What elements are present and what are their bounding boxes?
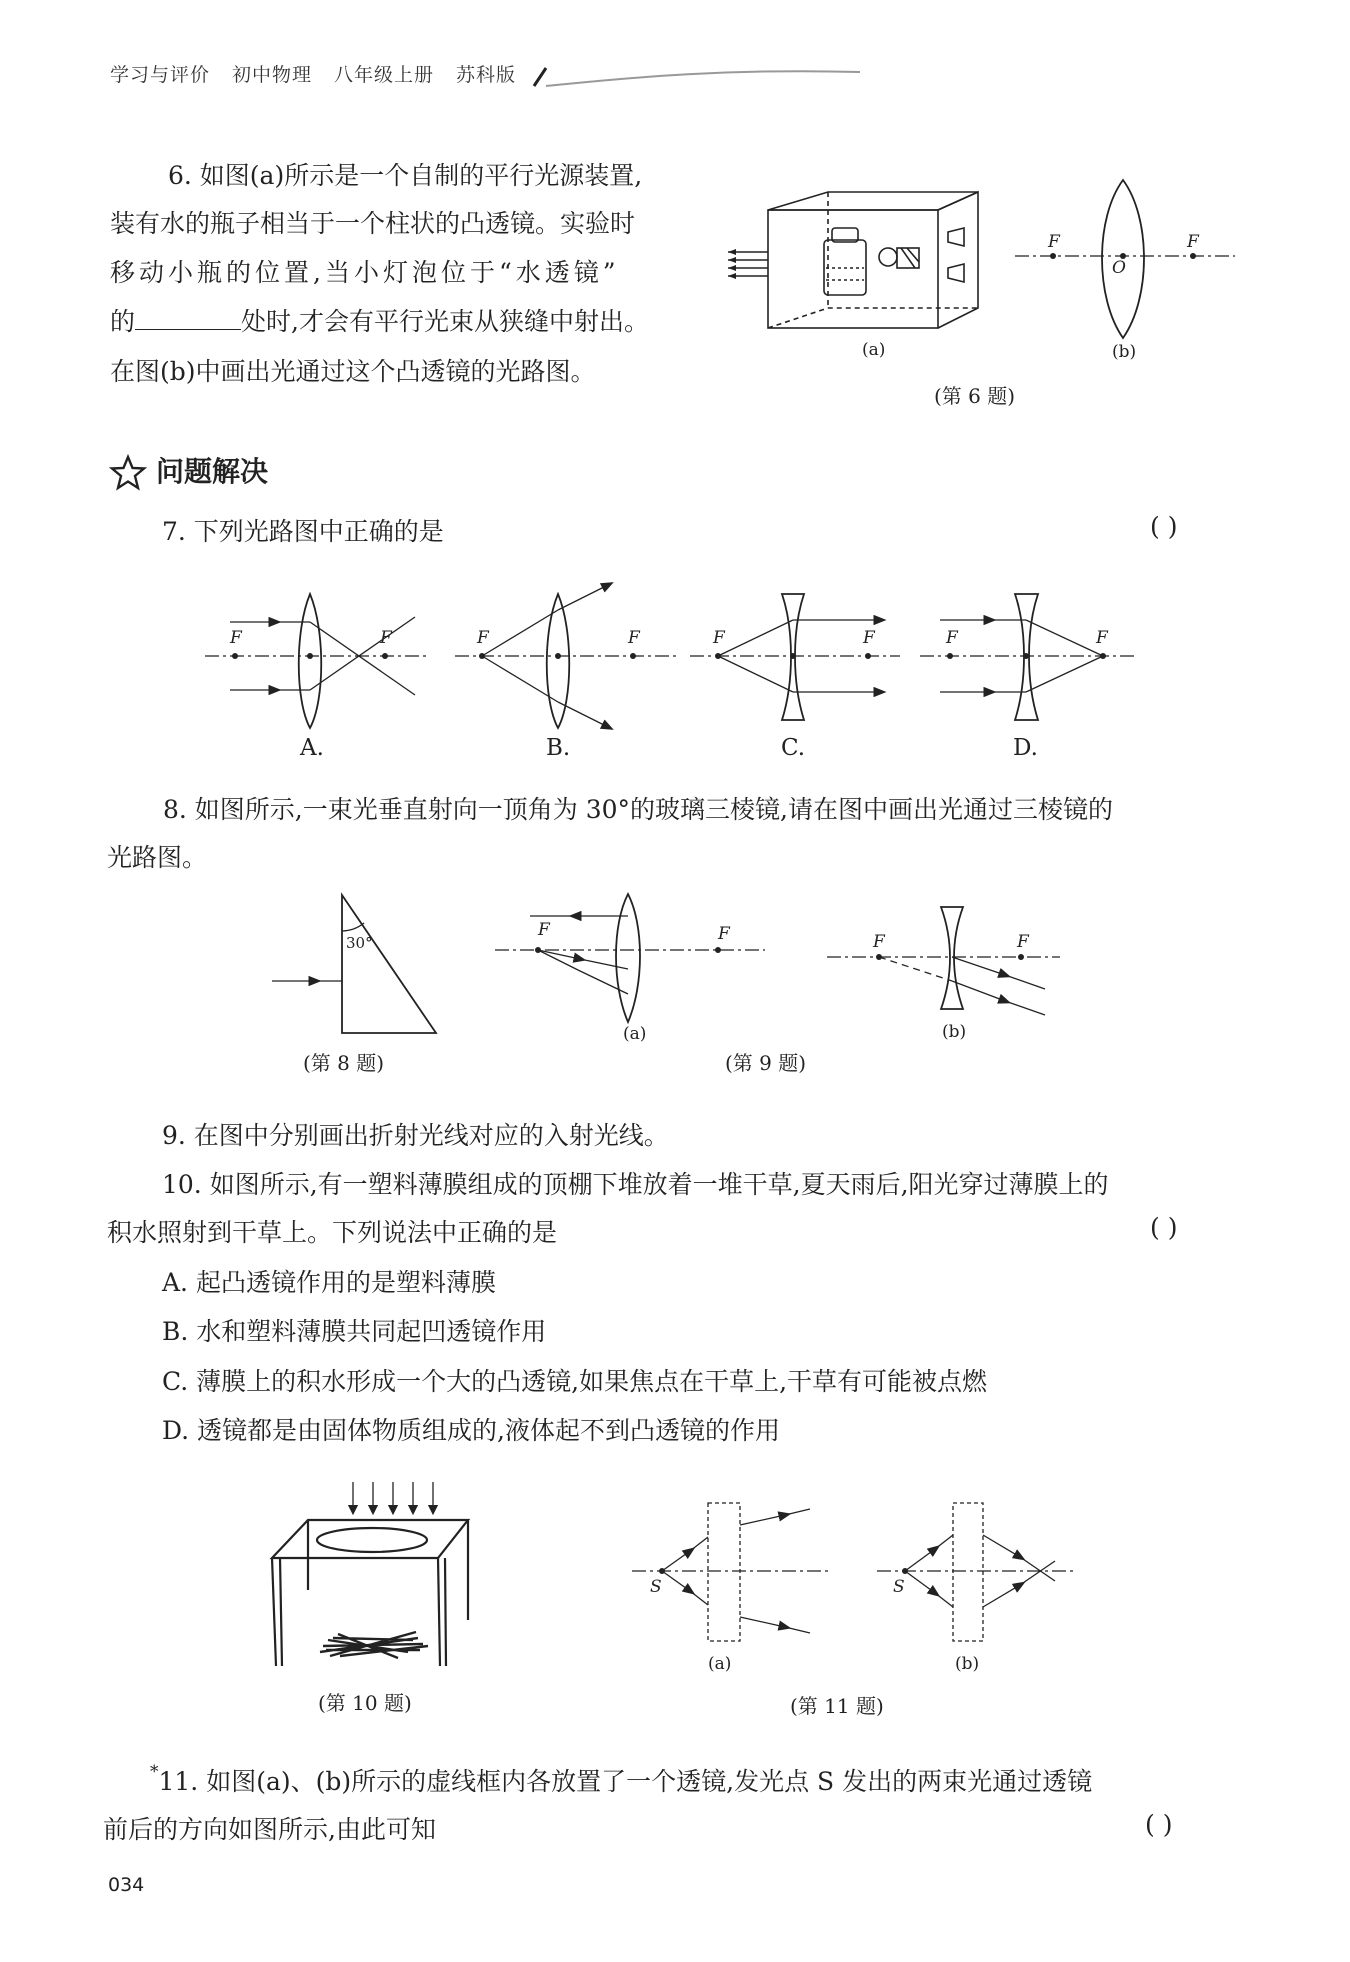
q7-d-f-right: F (1096, 628, 1108, 648)
q6-line3: 移动小瓶的位置,当小灯泡位于“水透镜” (110, 258, 620, 287)
q6-line5: 在图(b)中画出光通过这个凸透镜的光路图。 (110, 357, 596, 386)
q7-option-c: C. (781, 735, 806, 761)
q10-option-c: C. 薄膜上的积水形成一个大的凸透镜,如果焦点在干草上,干草有可能被点燃 (162, 1367, 988, 1396)
q6-line4-after: 处时,才会有平行光束从狭缝中射出。 (241, 307, 649, 336)
q10-shed-figure (268, 1470, 488, 1670)
q7-answer-paren: ( ) (1150, 512, 1178, 541)
q11-line1-text: 11. 如图(a)、(b)所示的虚线框内各放置了一个透镜,发光点 S 发出的两束光通过透镜 (158, 1767, 1093, 1796)
q9-figure-a (490, 890, 770, 1040)
q6-fig-b-o: O (1112, 258, 1126, 278)
q7-a-f-right: F (380, 628, 392, 648)
q11-fig-a-label: (a) (708, 1654, 732, 1674)
q10-option-d: D. 透镜都是由固体物质组成的,液体起不到凸透镜的作用 (162, 1416, 780, 1445)
q6-answer-blank (135, 307, 241, 330)
q9-text: 9. 在图中分别画出折射光线对应的入射光线。 (162, 1121, 669, 1150)
q9-a-f-right: F (718, 924, 730, 944)
q6-line2: 装有水的瓶子相当于一个柱状的凸透镜。实验时 (110, 209, 636, 238)
q9-figure-b (825, 905, 1065, 1025)
q7-b-f-right: F (628, 628, 640, 648)
q11-answer-paren: ( ) (1145, 1810, 1173, 1839)
q8-line1: 8. 如图所示,一束光垂直射向一顶角为 30°的玻璃三棱镜,请在图中画出光通过三棱镜的 (163, 795, 1113, 824)
q6-caption: (第 6 题) (934, 384, 1016, 408)
q11-star-marker: * (150, 1762, 159, 1782)
q7-diagrams (200, 580, 1160, 760)
q11-caption: (第 11 题) (790, 1694, 884, 1718)
header-subject: 初中物理 (232, 64, 313, 86)
section-title: 问题解决 (156, 455, 269, 488)
q10-line1: 10. 如图所示,有一塑料薄膜组成的顶棚下堆放着一堆干草,夏天雨后,阳光穿过薄膜上的 (162, 1170, 1109, 1199)
q7-option-b: B. (546, 735, 571, 761)
q7-c-f-right: F (863, 628, 875, 648)
q11-a-s-label: S (650, 1577, 662, 1597)
q7-option-d: D. (1013, 735, 1038, 761)
q7-d-f-left: F (946, 628, 958, 648)
header-series: 学习与评价 (110, 64, 211, 86)
q7-b-f-left: F (477, 628, 489, 648)
q9-fig-a-label: (a) (623, 1024, 647, 1044)
q8-caption: (第 8 题) (303, 1051, 385, 1075)
q9-b-f-left: F (873, 932, 885, 952)
q11-b-s-label: S (893, 1577, 905, 1597)
q8-line2: 光路图。 (107, 843, 208, 872)
q11-figure-b (875, 1495, 1075, 1655)
q6-fig-b-f-right: F (1187, 232, 1199, 252)
q9-fig-b-label: (b) (942, 1022, 967, 1042)
q8-prism-figure (270, 893, 450, 1043)
q11-line1 (150, 1762, 1092, 1798)
q7-text: 7. 下列光路图中正确的是 (162, 517, 444, 546)
q6-line4-before: 的 (110, 307, 136, 336)
q10-answer-paren: ( ) (1150, 1213, 1178, 1242)
q6-figure-a (728, 190, 978, 340)
q10-option-b: B. 水和塑料薄膜共同起凹透镜作用 (162, 1317, 547, 1346)
q6-line4 (110, 302, 649, 338)
q10-line2: 积水照射到干草上。下列说法中正确的是 (107, 1218, 558, 1247)
q10-caption: (第 10 题) (318, 1691, 412, 1715)
q7-a-f-left: F (230, 628, 242, 648)
q9-b-f-right: F (1017, 932, 1029, 952)
q7-c-f-left: F (713, 628, 725, 648)
q6-fig-b-f-left: F (1048, 232, 1060, 252)
header-edition: 苏科版 (456, 64, 517, 86)
q9-a-f-left: F (538, 920, 550, 940)
page-number: 034 (108, 1874, 145, 1896)
header-grade: 八年级上册 (334, 64, 435, 86)
q11-figure-a (630, 1495, 830, 1655)
q10-option-a: A. 起凸透镜作用的是塑料薄膜 (162, 1268, 496, 1297)
q6-fig-b-label: (b) (1112, 342, 1137, 362)
page-header (110, 60, 538, 87)
q6-fig-a-label: (a) (862, 340, 886, 360)
q9-caption: (第 9 题) (725, 1051, 807, 1075)
q11-fig-b-label: (b) (955, 1654, 980, 1674)
q11-line2: 前后的方向如图所示,由此可知 (103, 1815, 436, 1844)
star-icon (110, 455, 146, 491)
q8-angle-label: 30° (346, 934, 373, 952)
q6-line1: 6. 如图(a)所示是一个自制的平行光源装置, (168, 161, 643, 190)
header-pen-decoration (530, 58, 860, 98)
q7-option-a: A. (300, 735, 324, 761)
